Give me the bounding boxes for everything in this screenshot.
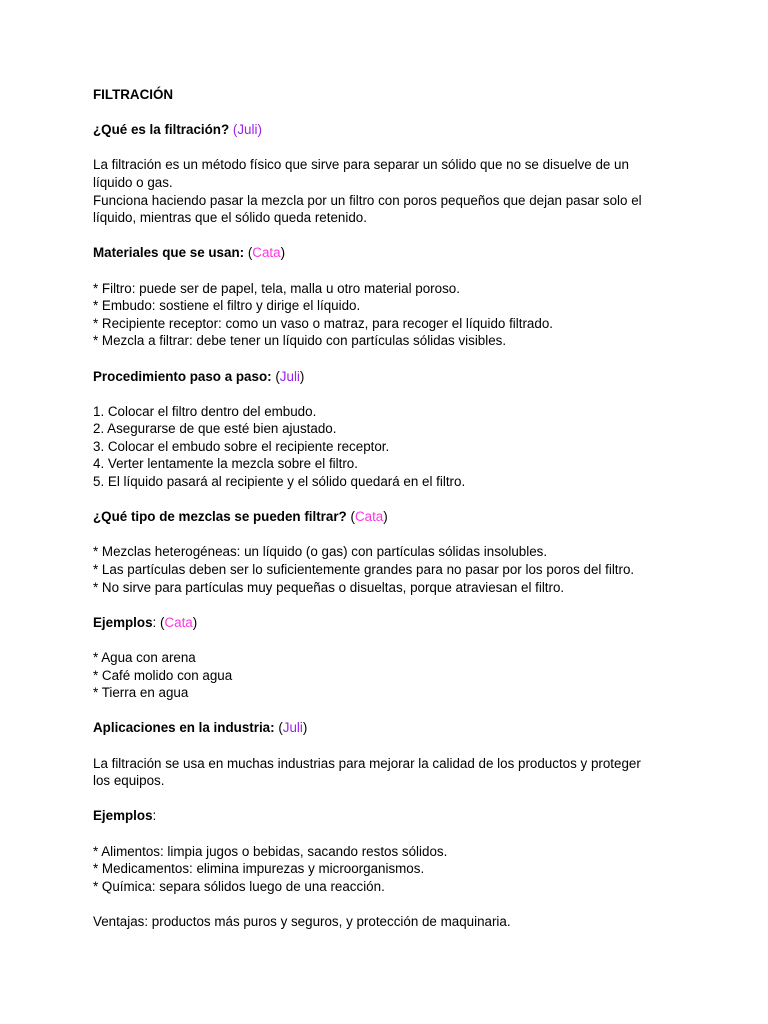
list-item: 2. Asegurarse de que esté bien ajustado. (93, 421, 337, 437)
spacer (93, 104, 693, 122)
spacer (93, 737, 693, 755)
section-heading-examples-industry (93, 807, 693, 825)
paren-close: ) (192, 614, 198, 630)
list-item: * Mezclas heterogéneas: un líquido (o gas) con partículas sólidas insolubles. (93, 544, 548, 560)
list-item: * Las partículas deben ser lo suficientemente grandes para no pasar por los poros del filtro. (93, 562, 635, 578)
spacer (93, 790, 693, 808)
list-item: * Química: separa sólidos luego de una reacción. (93, 878, 385, 894)
author-tag-cata: Cata (164, 614, 193, 630)
list-item: 3. Colocar el embudo sobre el recipiente receptor. (93, 438, 390, 454)
spacer (93, 139, 693, 157)
list-item: 4. Verter lentamente la mezcla sobre el filtro. (93, 456, 358, 472)
paragraph-line: los equipos. (93, 773, 165, 789)
author-tag-cata: Cata (252, 245, 281, 261)
author-tag-cata: Cata (354, 509, 384, 525)
author-tag-juli: (Juli) (232, 122, 262, 138)
paragraph-line: Funciona haciendo pasar la mezcla por un filtro con poros pequeños que dejan pasar solo el (93, 192, 642, 208)
spacer (93, 702, 693, 720)
spacer (93, 227, 693, 245)
list-item: 1. Colocar el filtro dentro del embudo. (93, 403, 317, 419)
paragraph-line: La filtración se usa en muchas industrias para mejorar la calidad de los productos y proteger (93, 755, 641, 771)
paren-close: ) (302, 720, 308, 736)
section-heading-procedure (93, 368, 693, 386)
list-item: * Alimentos: limpia jugos o bebidas, sacando restos sólidos. (93, 843, 448, 859)
section-heading-examples (93, 614, 693, 632)
spacer (93, 631, 693, 649)
section-heading-industry (93, 719, 693, 737)
section-heading-mixtures (93, 508, 693, 526)
heading-text: Ejemplos (93, 808, 153, 824)
spacer (93, 895, 693, 913)
list-item: * Recipiente receptor: como un vaso o matraz, para recoger el líquido filtrado. (93, 315, 553, 331)
heading-suffix: : (152, 808, 157, 824)
paren-open: ( (247, 245, 253, 261)
heading-text: ¿Qué es la filtración? (93, 122, 230, 138)
list-item: * Mezcla a filtrar: debe tener un líquido con partículas sólidas visibles. (93, 333, 507, 349)
paren-open: ( (275, 368, 280, 384)
heading-text: Materiales que se usan: (93, 245, 245, 261)
heading-suffix: : ( (152, 614, 165, 630)
heading-text: ¿Qué tipo de mezclas se pueden filtrar? (93, 509, 347, 525)
list-item: * Filtro: puede ser de papel, tela, malla u otro material poroso. (93, 280, 460, 296)
list-item: * Café molido con agua (93, 667, 233, 683)
list-item: * Tierra en agua (93, 685, 189, 701)
paren-open: ( (278, 720, 283, 736)
list-item: * Agua con arena (93, 650, 196, 665)
spacer (93, 825, 693, 843)
author-tag-juli: Juli (282, 720, 303, 736)
paragraph-line: La filtración es un método físico que sirve para separar un sólido que no se disuelve de un (93, 157, 629, 173)
heading-text: Procedimiento paso a paso: (93, 368, 272, 384)
spacer (93, 350, 693, 368)
document-content (93, 86, 693, 931)
list-item: * Medicamentos: elimina impurezas y microorganismos. (93, 861, 425, 877)
list-item: * No sirve para partículas muy pequeñas o disueltas, porque atraviesan el filtro. (93, 579, 565, 595)
paragraph-line: líquido, mientras que el sólido queda retenido. (93, 210, 367, 226)
spacer (93, 385, 693, 403)
section-heading-materials (93, 244, 693, 262)
heading-text: Aplicaciones en la industria: (93, 720, 275, 736)
heading-text: Ejemplos (93, 614, 153, 630)
paren-close: ) (383, 509, 388, 525)
advantages-text: Ventajas: productos más puros y seguros, y protección de maquinaria. (93, 913, 511, 929)
author-tag-juli: Juli (279, 368, 300, 384)
spacer (93, 262, 693, 280)
paragraph-line: líquido o gas. (93, 174, 173, 190)
section-heading-what (93, 121, 693, 139)
paren-close: ) (299, 368, 305, 384)
spacer (93, 596, 693, 614)
list-item: 5. El líquido pasará al recipiente y el sólido quedará en el filtro. (93, 474, 466, 490)
spacer (93, 491, 693, 509)
list-item: * Embudo: sostiene el filtro y dirige el líquido. (93, 298, 361, 314)
document-title: FILTRACIÓN (93, 87, 174, 102)
spacer (93, 526, 693, 544)
paren-open: ( (350, 509, 355, 525)
paren-close: ) (280, 245, 286, 261)
